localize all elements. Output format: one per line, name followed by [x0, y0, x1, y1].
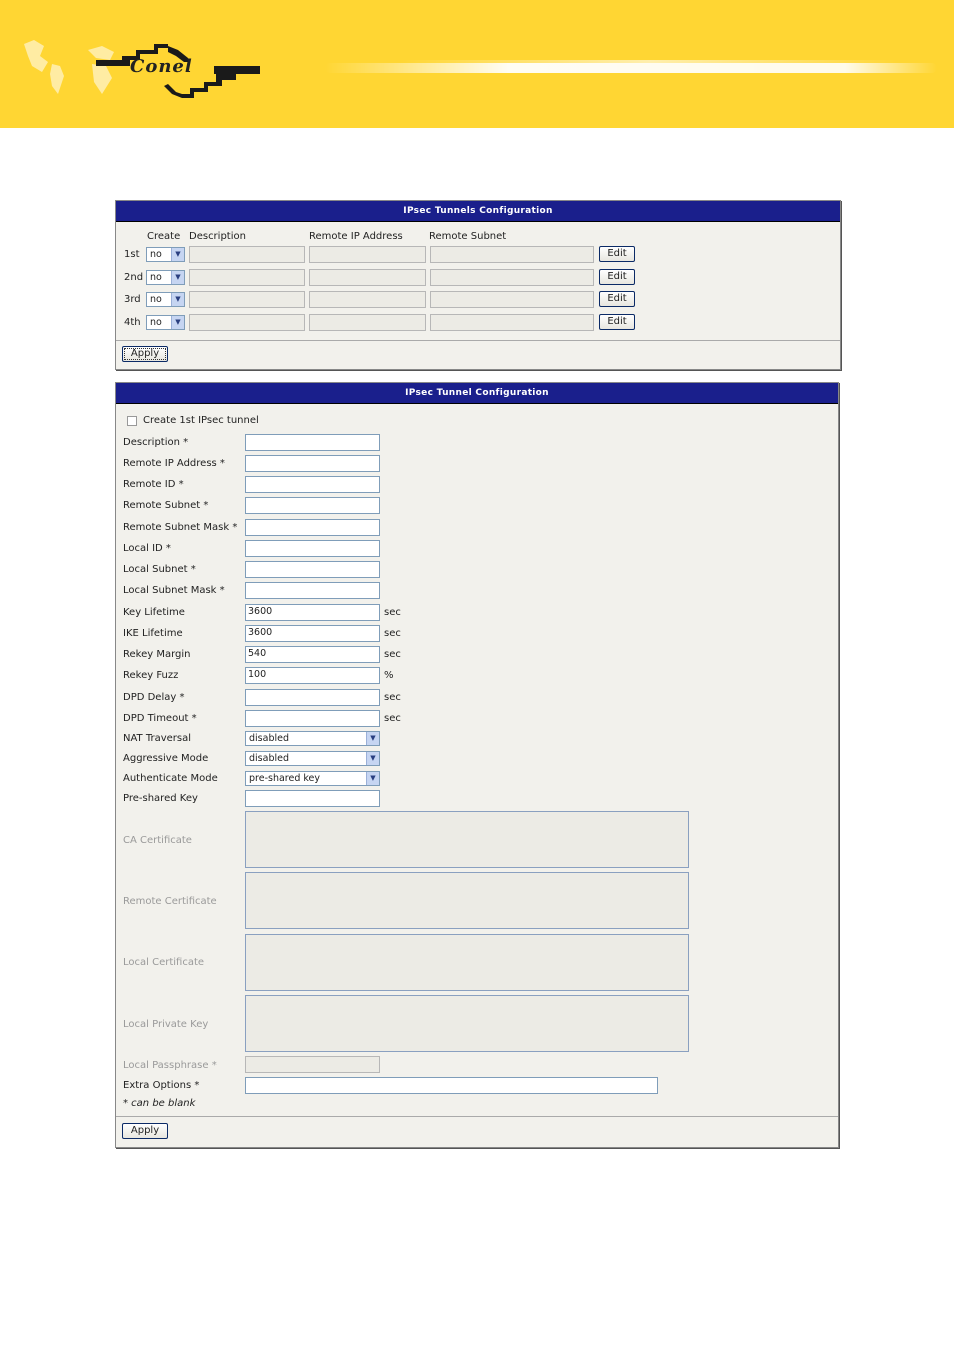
tunnel-row-label: 2nd	[124, 272, 144, 283]
dpd-delay-label: DPD Delay *	[123, 692, 185, 703]
banner-light-streak-thin	[400, 60, 900, 63]
dpd-delay-input[interactable]	[245, 689, 380, 706]
local-subnet-label: Local Subnet *	[123, 564, 196, 575]
remote-ip-label: Remote IP Address *	[123, 458, 225, 469]
local-id-input[interactable]	[245, 540, 380, 557]
ike-lifetime-unit: sec	[384, 628, 401, 639]
key-lifetime-input[interactable]: 3600	[245, 604, 380, 621]
ca-certificate-label: CA Certificate	[123, 835, 192, 846]
apply-button[interactable]: Apply	[122, 1123, 168, 1139]
dpd-timeout-unit: sec	[384, 713, 401, 724]
chevron-down-icon[interactable]: ▼	[171, 316, 184, 329]
description-field-2nd	[189, 269, 305, 286]
rekey-fuzz-input[interactable]: 100	[245, 667, 380, 684]
dpd-delay-unit: sec	[384, 692, 401, 703]
description-field-1st	[189, 246, 305, 263]
nat-traversal-value: disabled	[249, 733, 289, 744]
authenticate-mode-value: pre-shared key	[249, 773, 321, 784]
key-lifetime-unit: sec	[384, 607, 401, 618]
remote-subnet-input[interactable]	[245, 497, 380, 514]
footnote: * can be blank	[123, 1098, 196, 1109]
chevron-down-icon[interactable]: ▼	[366, 752, 379, 765]
remote-subnet-label: Remote Subnet *	[123, 500, 209, 511]
aggressive-mode-select[interactable]	[245, 751, 380, 766]
rekey-margin-input[interactable]: 540	[245, 646, 380, 663]
remote-subnet-field-4th	[430, 314, 594, 331]
apply-button[interactable]: Apply	[122, 346, 168, 362]
local-subnet-mask-label: Local Subnet Mask *	[123, 585, 225, 596]
remote-ip-field-1st	[309, 246, 426, 263]
create-tunnel-checkbox[interactable]	[127, 416, 137, 426]
local-passphrase-input	[245, 1056, 380, 1073]
local-passphrase-label: Local Passphrase *	[123, 1060, 217, 1071]
authenticate-mode-label: Authenticate Mode	[123, 773, 218, 784]
create-select-value: no	[150, 249, 162, 260]
local-certificate-label: Local Certificate	[123, 957, 205, 968]
panel-title: IPsec Tunnel Configuration	[116, 383, 838, 404]
remote-id-input[interactable]	[245, 476, 380, 493]
pre-shared-key-input[interactable]	[245, 790, 380, 807]
ca-certificate-textarea	[245, 811, 689, 868]
remote-subnet-mask-input[interactable]	[245, 519, 380, 536]
extra-options-label: Extra Options *	[123, 1080, 200, 1091]
rekey-fuzz-unit: %	[384, 670, 394, 681]
rekey-margin-unit: sec	[384, 649, 401, 660]
chevron-down-icon[interactable]: ▼	[171, 293, 184, 306]
local-private-key-label: Local Private Key	[123, 1019, 209, 1030]
edit-button-4th[interactable]: Edit	[599, 314, 635, 330]
edit-button-2nd[interactable]: Edit	[599, 269, 635, 285]
local-certificate-textarea	[245, 934, 689, 991]
rekey-fuzz-label: Rekey Fuzz	[123, 670, 179, 681]
remote-certificate-textarea	[245, 872, 689, 929]
aggressive-mode-label: Aggressive Mode	[123, 753, 209, 764]
local-subnet-input[interactable]	[245, 561, 380, 578]
tunnel-row-label: 1st	[124, 249, 140, 260]
create-select-4th[interactable]	[146, 315, 185, 330]
local-subnet-mask-input[interactable]	[245, 582, 380, 599]
panel-title: IPsec Tunnels Configuration	[116, 201, 840, 222]
create-select-value: no	[150, 272, 162, 283]
pre-shared-key-label: Pre-shared Key	[123, 793, 198, 804]
authenticate-mode-select[interactable]	[245, 771, 380, 786]
remote-subnet-field-3rd	[430, 291, 594, 308]
local-id-label: Local ID *	[123, 543, 171, 554]
rekey-margin-label: Rekey Margin	[123, 649, 191, 660]
col-header-create: Create	[147, 231, 181, 242]
create-select-value: no	[150, 317, 162, 328]
tunnel-row-label: 3rd	[124, 294, 141, 305]
remote-subnet-field-2nd	[430, 269, 594, 286]
edit-button-3rd[interactable]: Edit	[599, 291, 635, 307]
chevron-down-icon[interactable]: ▼	[171, 271, 184, 284]
remote-ip-field-2nd	[309, 269, 426, 286]
description-field-3rd	[189, 291, 305, 308]
edit-button-1st[interactable]: Edit	[599, 246, 635, 262]
col-header-description: Description	[189, 231, 246, 242]
dpd-timeout-label: DPD Timeout *	[123, 713, 197, 724]
description-field-4th	[189, 314, 305, 331]
ike-lifetime-label: IKE Lifetime	[123, 628, 183, 639]
remote-subnet-mask-label: Remote Subnet Mask *	[123, 522, 238, 533]
banner-light-streak	[325, 63, 937, 73]
create-select-value: no	[150, 294, 162, 305]
ipsec-tunnel-panel	[115, 382, 839, 1148]
chevron-down-icon[interactable]: ▼	[171, 248, 184, 261]
dpd-timeout-input[interactable]	[245, 710, 380, 727]
create-tunnel-label: Create 1st IPsec tunnel	[143, 415, 259, 426]
remote-ip-field-4th	[309, 314, 426, 331]
col-header-remote-ip: Remote IP Address	[309, 231, 403, 242]
description-label: Description *	[123, 437, 189, 448]
extra-options-input[interactable]	[245, 1077, 658, 1094]
header-banner	[0, 0, 954, 128]
remote-ip-field-3rd	[309, 291, 426, 308]
ipsec-tunnels-panel	[115, 200, 841, 370]
logo-text: Conel	[130, 56, 193, 77]
panel-footer	[116, 1116, 838, 1147]
remote-id-label: Remote ID *	[123, 479, 184, 490]
col-header-remote-subnet: Remote Subnet	[429, 231, 507, 242]
create-select-2nd[interactable]	[146, 270, 185, 285]
create-select-3rd[interactable]	[146, 292, 185, 307]
tunnel-row-label: 4th	[124, 317, 141, 328]
nat-traversal-select[interactable]	[245, 731, 380, 746]
local-private-key-textarea	[245, 995, 689, 1052]
chevron-down-icon[interactable]: ▼	[366, 732, 379, 745]
remote-certificate-label: Remote Certificate	[123, 896, 217, 907]
remote-subnet-field-1st	[430, 246, 594, 263]
remote-ip-input[interactable]	[245, 455, 380, 472]
panel-footer	[116, 340, 840, 369]
create-select-1st[interactable]	[146, 247, 185, 262]
aggressive-mode-value: disabled	[249, 753, 289, 764]
nat-traversal-label: NAT Traversal	[123, 733, 192, 744]
ike-lifetime-input[interactable]: 3600	[245, 625, 380, 642]
chevron-down-icon[interactable]: ▼	[366, 772, 379, 785]
description-input[interactable]	[245, 434, 380, 451]
key-lifetime-label: Key Lifetime	[123, 607, 185, 618]
